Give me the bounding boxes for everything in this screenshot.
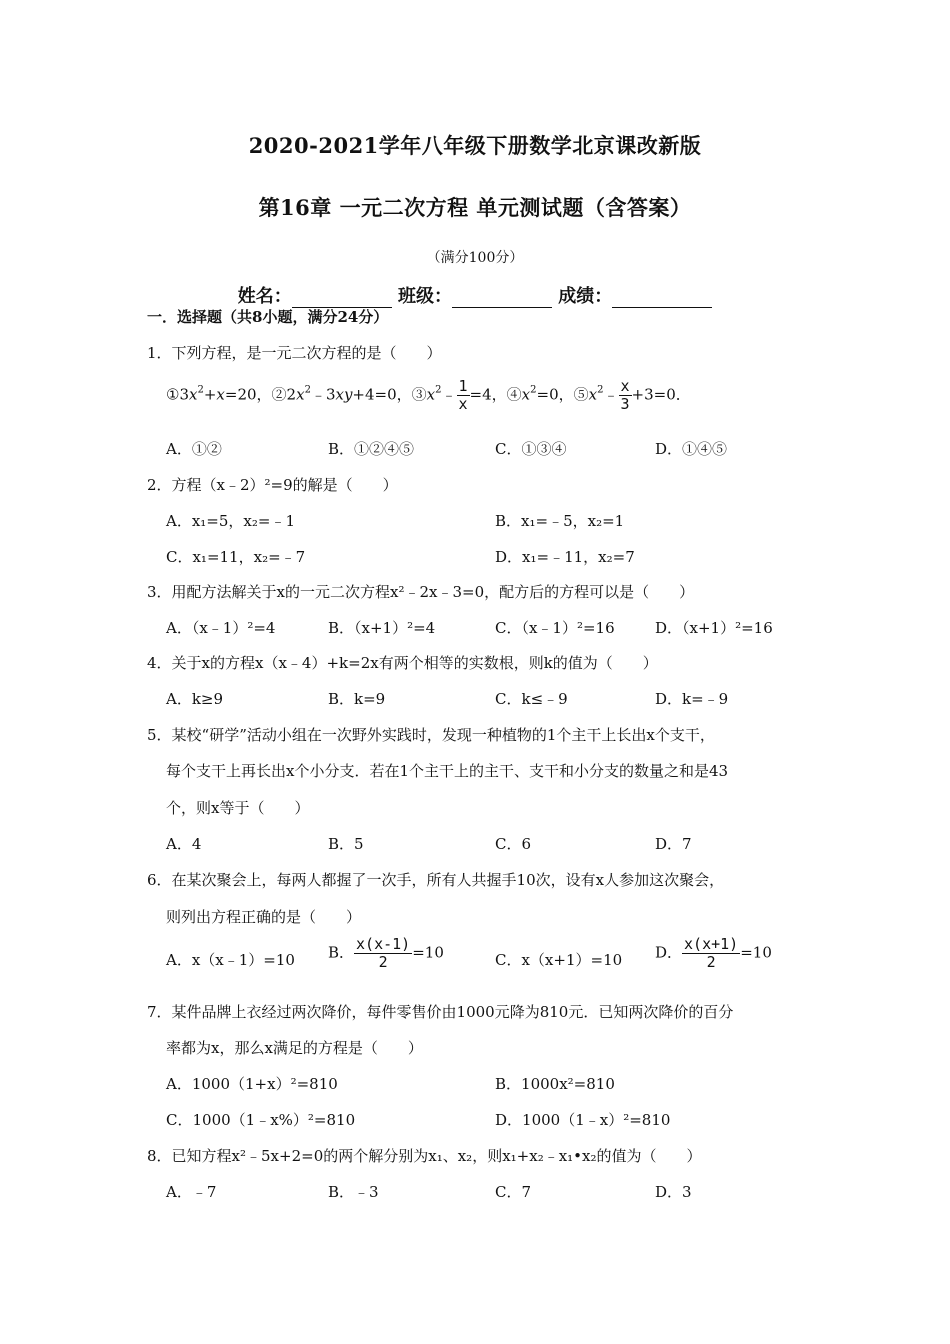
question-8-stem: 8．已知方程x²﹣5x+2=0的两个解分别为x₁、x₂，则x₁+x₂﹣x₁•x₂的值为（ ） xyxy=(147,1147,702,1165)
question-1-stem: 1．下列方程，是一元二次方程的是（ ） xyxy=(147,344,442,362)
q2-option-a[interactable]: A．x₁=5，x₂=﹣1 xyxy=(166,512,296,530)
q1-option-a[interactable]: A．①② xyxy=(166,440,222,458)
question-5-line-1: 5．某校“研学”活动小组在一次野外实践时，发现一种植物的1个主干上长出x个支干， xyxy=(147,726,715,744)
question-2-stem: 2．方程（x﹣2）²=9的解是（ ） xyxy=(147,476,398,494)
question-6-line-2: 则列出方程正确的是（ ） xyxy=(166,908,362,926)
fraction-x-x-minus-1-over-2: $\frac{x(x-1)}{2}$ xyxy=(356,935,411,971)
q6-option-c[interactable]: C．x（x+1）=10 xyxy=(495,951,623,969)
q4-option-b[interactable]: B．k=9 xyxy=(328,690,386,708)
class-label: 班级： xyxy=(398,286,452,307)
question-5-line-3: 个，则x等于（ ） xyxy=(166,799,310,817)
q7-option-b[interactable]: B．1000x²=810 xyxy=(495,1075,615,1093)
fraction-1-over-x: $\frac{1}{x}$ xyxy=(458,377,468,413)
q7-option-d[interactable]: D．1000（1﹣x）²=810 xyxy=(495,1111,671,1129)
q8-option-d[interactable]: D．3 xyxy=(655,1183,692,1201)
q8-option-c[interactable]: C．7 xyxy=(495,1183,532,1201)
q1-option-b[interactable]: B．①②④⑤ xyxy=(328,440,415,458)
q2-option-b[interactable]: B．x₁=﹣5，x₂=1 xyxy=(495,512,625,530)
q5-option-b[interactable]: B．5 xyxy=(328,835,364,853)
fraction-x-x-plus-1-over-2: $\frac{x(x+1)}{2}$ xyxy=(684,935,739,971)
q3-option-d[interactable]: D．（x+1）²=16 xyxy=(655,619,773,637)
question-1-equations: $①3x^2+x=20$，$②2x^2﹣3xy+4=0$，$③x^2﹣$ $\frac{1}{x}$ =4，$④x^2=0$，$⑤x^2﹣$ $\frac{x}{3}$ +3=0． xyxy=(166,377,691,413)
q3-option-b[interactable]: B．（x+1）²=4 xyxy=(328,619,436,637)
question-3-stem: 3．用配方法解关于x的一元二次方程x²﹣2x﹣3=0，配方后的方程可以是（ ） xyxy=(147,583,695,601)
q1-option-d[interactable]: D．①④⑤ xyxy=(655,440,728,458)
q4-option-d[interactable]: D．k=﹣9 xyxy=(655,690,729,708)
fraction-x-over-3: $\frac{x}{3}$ xyxy=(620,377,630,413)
q3-option-a[interactable]: A．（x﹣1）²=4 xyxy=(166,619,276,637)
q2-option-c[interactable]: C．x₁=11，x₂=﹣7 xyxy=(166,548,306,566)
q1-option-c[interactable]: C．①③④ xyxy=(495,440,567,458)
name-label: 姓名： xyxy=(237,286,292,307)
q3-option-c[interactable]: C．（x﹣1）²=16 xyxy=(495,619,615,637)
q7-option-a[interactable]: A．1000（1+x）²=810 xyxy=(166,1075,338,1093)
section-title: 一．选择题（共8小题，满分24分） xyxy=(147,308,389,326)
class-blank[interactable] xyxy=(452,289,552,308)
question-4-stem: 4．关于x的方程x（x﹣4）+k=2x有两个相等的实数根，则k的值为（ ） xyxy=(147,654,658,672)
q6-option-b[interactable]: B． $\frac{x(x-1)}{2}$ =10 xyxy=(328,935,444,971)
student-info-line xyxy=(0,282,950,308)
document-title: 2020-2021学年八年级下册数学北京课改新版 xyxy=(248,133,702,158)
q7-option-c[interactable]: C．1000（1﹣x%）²=810 xyxy=(166,1111,356,1129)
q6-option-a[interactable]: A．x（x﹣1）=10 xyxy=(166,951,295,969)
q8-option-b[interactable]: B．﹣3 xyxy=(328,1183,379,1201)
q4-option-a[interactable]: A．k≥9 xyxy=(166,690,224,708)
full-score-note: （满分100分） xyxy=(426,250,524,266)
score-blank[interactable] xyxy=(612,289,712,308)
q6-option-d[interactable]: D． $\frac{x(x+1)}{2}$ =10 xyxy=(655,935,772,971)
q5-option-c[interactable]: C．6 xyxy=(495,835,532,853)
q2-option-d[interactable]: D．x₁=﹣11，x₂=7 xyxy=(495,548,635,566)
question-7-line-1: 7．某件品牌上衣经过两次降价，每件零售价由1000元降为810元．已知两次降价的百分 xyxy=(147,1003,734,1021)
q8-option-a[interactable]: A．﹣7 xyxy=(166,1183,217,1201)
chapter-title: 第16章 一元二次方程 单元测试题（含答案） xyxy=(258,195,692,220)
question-7-line-2: 率都为x，那么x满足的方程是（ ） xyxy=(166,1039,423,1057)
question-6-line-1: 6．在某次聚会上，每两人都握了一次手，所有人共握手10次，设有x人参加这次聚会， xyxy=(147,871,725,889)
score-label: 成绩： xyxy=(558,286,613,307)
q4-option-c[interactable]: C．k≤﹣9 xyxy=(495,690,568,708)
q5-option-d[interactable]: D．7 xyxy=(655,835,692,853)
question-5-line-2: 每个支干上再长出x个小分支．若在1个主干上的主干、支干和小分支的数量之和是43 xyxy=(166,762,729,780)
q5-option-a[interactable]: A．4 xyxy=(166,835,202,853)
